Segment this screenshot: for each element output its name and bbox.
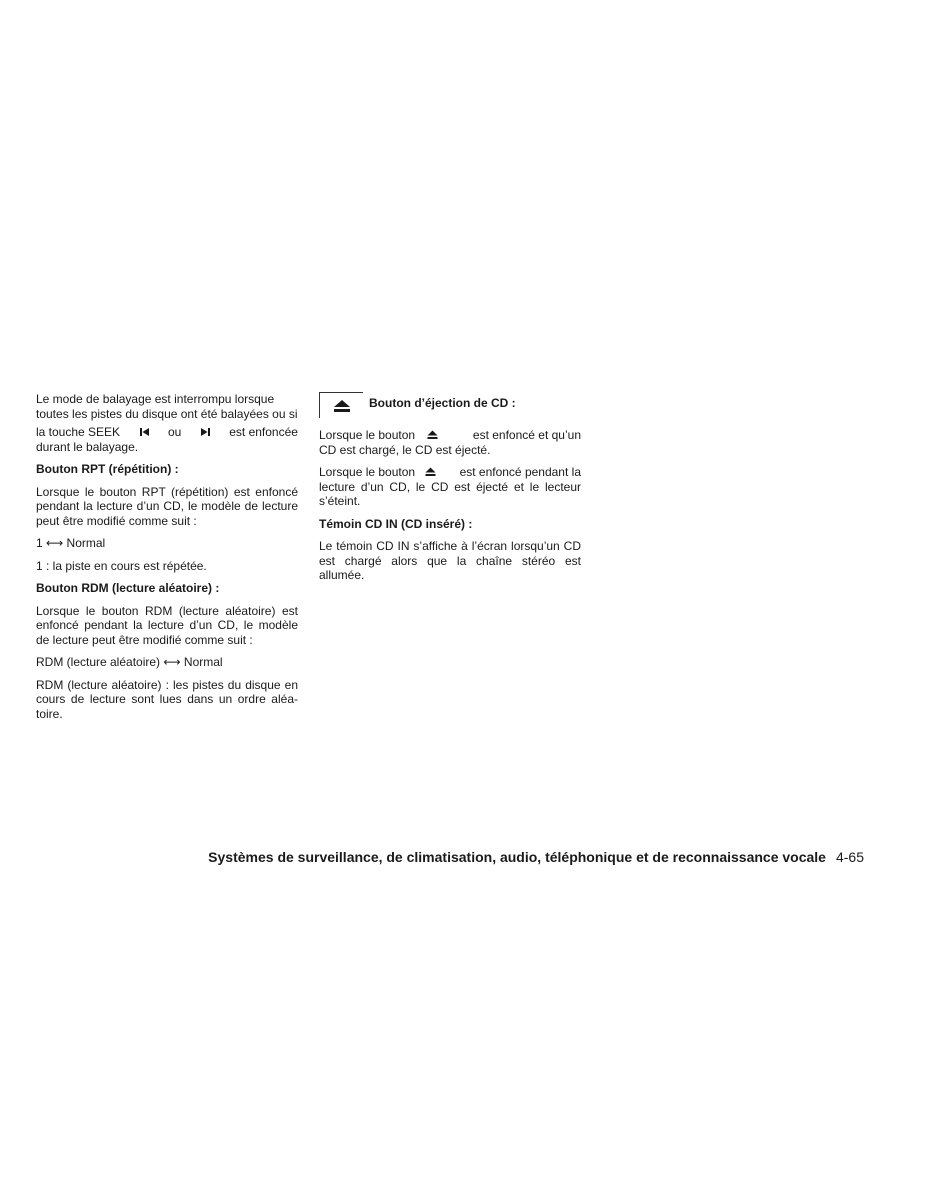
seek-or: ou [167,425,182,439]
skip-forward-icon [200,427,211,437]
eject-p2-b: est enfoncé pendant la [459,465,581,479]
eject-p2-a: Lorsque le bouton [319,465,416,479]
footer-section-title: Systèmes de surveillance, de climatisation, audio, téléphonique et de reconnaissance vocale [208,849,826,865]
page-number: 4-65 [835,849,864,865]
rdm-note: RDM (lecture aléatoire) : les pistes du disque en cours de lecture sont lues dans un ordre aléa-toire. [36,677,298,721]
eject-icon [333,399,351,413]
scan-intro-end: durant le balayage. [36,439,139,454]
skip-back-icon [139,427,150,437]
seek-pressed: est enfoncée [229,425,298,439]
right-column [319,392,581,591]
rpt-heading: Bouton RPT (répétition) : [36,462,179,476]
rdm-text: Lorsque le bouton RDM (lecture aléatoire) est enfoncé pendant la lecture d’un CD, le modèle de lecture peut être modifié comme suit : [36,603,298,647]
eject-heading: Bouton d’éjection de CD : [369,396,516,410]
page-footer [208,849,864,865]
eject-p1-a: Lorsque le bouton [319,428,416,442]
scan-intro-line1: Le mode de balayage est interrompu lorsque [36,392,275,406]
eject-p2-c: lecture d’un CD, le CD est éjecté et le lecteur s’éteint. [319,479,581,508]
seek-label: la touche SEEK [36,425,121,439]
cdin-text: Le témoin CD IN s’affiche à l’écran lorsqu’un CD est chargé alors que la chaîne stéréo est allumée. [319,539,581,582]
seek-line [36,425,298,440]
eject-icon [427,430,438,440]
rpt-cycle: 1 ⟷ Normal [36,536,106,550]
eject-icon [425,467,436,477]
eject-p1-line1 [319,428,581,443]
left-column [36,392,298,729]
rpt-note: 1 : la piste en cours est répétée. [36,558,207,573]
cdin-heading: Témoin CD IN (CD inséré) : [319,516,473,531]
scan-intro-line2: toutes les pistes du disque ont été balayées ou si [36,406,298,421]
eject-p2-line1 [319,465,581,480]
eject-p1-b: est enfoncé et qu’un [472,428,581,442]
eject-icon-frame [319,392,363,418]
eject-p1-c: CD est chargé, le CD est éjecté. [319,442,491,457]
rdm-heading: Bouton RDM (lecture aléatoire) : [36,581,220,595]
eject-heading-block [319,392,581,418]
rdm-cycle: RDM (lecture aléatoire) ⟷ Normal [36,655,223,669]
rpt-text: Lorsque le bouton RPT (répétition) est enfoncé pendant la lecture d’un CD, le modèle de lecture peut être modifié comme suit : [36,484,298,528]
